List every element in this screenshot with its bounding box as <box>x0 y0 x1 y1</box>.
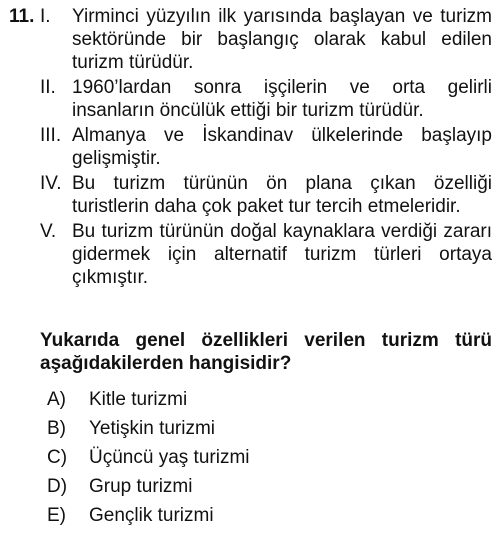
question-prompt: Yukarıda genel özellikleri verilen turizm türü aşağıdakilerden hangisidir? <box>40 330 492 374</box>
statement-item <box>40 76 492 122</box>
option-letter: D) <box>47 476 68 497</box>
option-letter: E) <box>47 505 66 526</box>
statement-numeral: IV. <box>40 173 62 194</box>
option-letter: C) <box>47 447 68 468</box>
statement-numeral: II. <box>40 77 56 98</box>
answer-option-e[interactable] <box>47 504 467 527</box>
option-text: Yetişkin turizmi <box>89 418 216 439</box>
answer-option-a[interactable] <box>47 388 467 411</box>
answer-option-c[interactable] <box>47 446 467 469</box>
statement-item <box>40 220 492 289</box>
statement-text: 1960’lardan sonra işçilerin ve orta gelirli insanların öncülük ettiği bir turizm türüdür. <box>72 77 492 121</box>
statement-item <box>40 172 492 218</box>
statement-list <box>40 5 492 291</box>
statement-text: Almanya ve İskandinav ülkelerinde başlayıp gelişmiştir. <box>72 125 492 169</box>
statement-text: Bu turizm türünün doğal kaynaklara verdiği zararı gidermek için alternatif turizm türleri ortaya çıkmıştır. <box>72 221 492 288</box>
option-letter: B) <box>47 418 66 439</box>
statement-item <box>40 5 492 74</box>
statement-numeral: III. <box>40 125 62 146</box>
option-text: Grup turizmi <box>89 476 193 497</box>
option-text: Kitle turizmi <box>89 389 188 410</box>
statement-item <box>40 124 492 170</box>
question-number: 11. <box>9 6 35 27</box>
statement-text: Bu turizm türünün ön plana çıkan özelliği turistlerin daha çok paket tur tercih etmeleridir. <box>72 173 492 217</box>
answer-option-d[interactable] <box>47 475 467 498</box>
answer-options <box>47 388 467 533</box>
option-letter: A) <box>47 389 66 410</box>
option-text: Üçüncü yaş turizmi <box>89 447 250 468</box>
answer-option-b[interactable] <box>47 417 467 440</box>
option-text: Gençlik turizmi <box>89 505 214 526</box>
statement-numeral: I. <box>40 6 51 27</box>
statement-numeral: V. <box>40 221 57 242</box>
statement-text: Yirminci yüzyılın ilk yarısında başlayan ve turizm sektöründe bir başlangıç olarak kabul edilen turizm türüdür. <box>72 6 492 73</box>
